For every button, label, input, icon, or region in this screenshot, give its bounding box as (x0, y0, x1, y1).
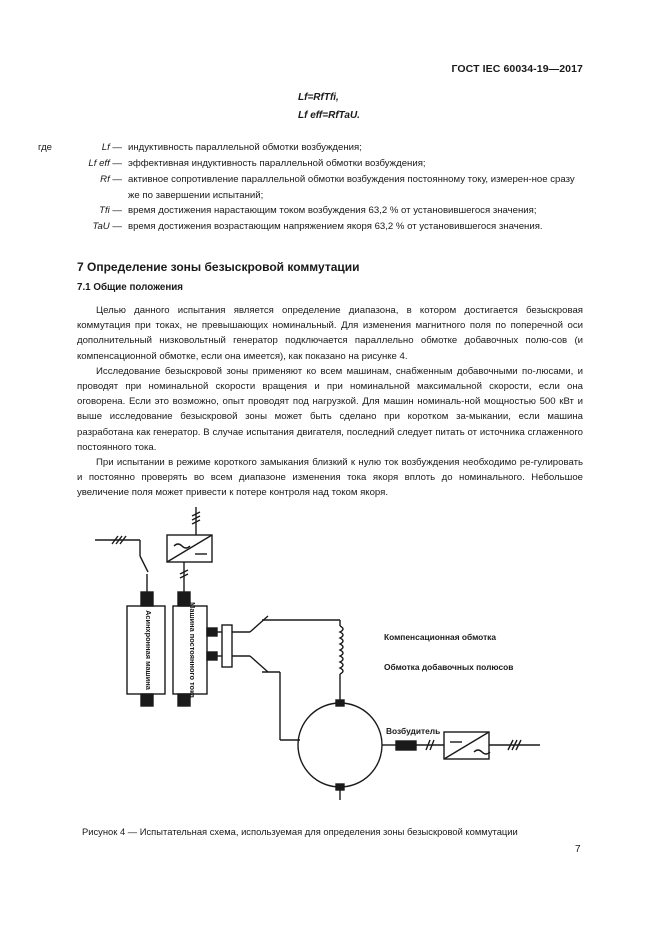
dc-machine-under-test (298, 703, 382, 787)
paragraph: Целью данного испытания является определение диапазона, в котором достигается безыскровая коммутация при токах, не превышающих номинальный. Для изменения магнитного поля по поперечной оси дополнительный низковольтный генератор подключается параллельно обмотке добавочных полю-сов (и компенсационной обмотке, если она имеется), как показано на рисунке 4. (77, 305, 583, 362)
definition-text: время достижения нарастающим током возбуждения 63,2 % от установившегося значения; (128, 205, 537, 216)
label-exciter: Возбудитель (386, 726, 441, 736)
definition-text: время достижения возрастающим напряжением якоря 63,2 % от установившегося значения. (128, 221, 543, 232)
definition-text: индуктивность параллельной обмотки возбуждения; (128, 142, 362, 153)
definition-symbol: TaU — (92, 221, 122, 232)
label-async-machine: Асинхронная машина (144, 610, 153, 690)
definition-text: активное сопротивление параллельной обмотки возбуждения постоянному току, измерен-ное сразу же по завершении испытаний; (128, 174, 575, 201)
switch-upper (250, 616, 268, 632)
label-dc-machine: Машина постоянного тока (188, 602, 197, 698)
definition-symbol: Lf eff — (88, 158, 122, 169)
coupling-exciter (396, 741, 416, 750)
figure-caption: Рисунок 4 — Испытательная схема, используемая для определения зоны безыскровой коммутации (82, 826, 518, 837)
three-phase-mark-right (508, 740, 521, 750)
section-title: 7 Определение зоны безыскровой коммутации (77, 260, 360, 274)
formula-lf-eff: Lf eff=RfTaU. (298, 110, 360, 121)
where-word: где (38, 142, 53, 153)
switch-left (140, 556, 148, 572)
coupling-async (141, 592, 153, 606)
formula-lf: Lf=RfTfi, (298, 92, 339, 103)
label-compensating-winding: Компенсационная обмотка (384, 632, 497, 642)
page-number: 7 (575, 844, 581, 855)
switch-lower (250, 656, 268, 672)
document-header: ГОСТ IEC 60034-19—2017 (451, 63, 583, 75)
definition-symbol: Rf — (100, 174, 122, 185)
compensating-winding (340, 626, 343, 674)
label-interpole-winding: Обмотка добавочных полюсов (384, 662, 514, 672)
definition-symbol: Lf — (101, 142, 122, 153)
definition-text: эффективная индуктивность параллельной обмотки возбуждения; (128, 158, 426, 169)
definition-symbol: Tfi — (99, 205, 122, 216)
paragraph: Исследование безыскровой зоны применяют ко всем машинам, снабженным добавочными по-люсами, и проводят при номинальной скорости вращения и при номинальной максимальной скорости, если она оговорена. Если это возможно, опыт проводят под нагрузкой. Для машин номиналь-ной мощностью 500 кВт и выше исследование безыскровой зоны может быть сделано при коротком за-мыкании, если машина разработана как генератор. В случае испытания двигателя, последний следует питать от источника сглаженного постоянного тока. (77, 365, 583, 453)
paragraph: При испытании в режиме короткого замыкания близкий к нулю ток возбуждения необходимо ре-гулировать и постоянно проверять во всем диапазоне изменения тока якоря вплоть до номинального. Небольшое увеличение поля может привести к потере контроля над током якоря. (77, 457, 583, 499)
subsection-title: 7.1 Общие положения (77, 282, 184, 293)
three-phase-mark-top (192, 512, 200, 524)
